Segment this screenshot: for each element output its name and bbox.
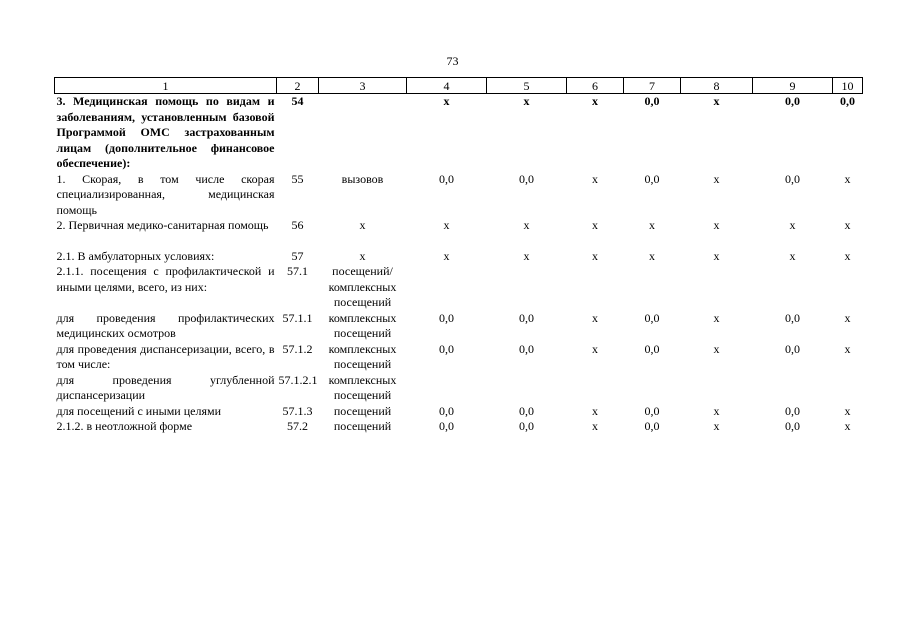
value-cell xyxy=(681,264,753,311)
unit-cell xyxy=(319,94,407,172)
value-cell: 0,0 xyxy=(519,403,534,418)
row-code-cell: 55 xyxy=(291,171,304,186)
value-cell: 0,0 xyxy=(785,94,800,108)
value-cell: х xyxy=(713,403,720,418)
table-body xyxy=(55,94,863,435)
column-header: 2 xyxy=(277,78,319,94)
unit-cell: вызовов xyxy=(341,171,384,186)
value-cell xyxy=(487,264,567,311)
value-cell: 0,0 xyxy=(785,341,800,356)
value-cell: х xyxy=(844,419,851,433)
value-cell: х xyxy=(844,248,851,263)
value-cell xyxy=(833,373,863,404)
unit-cell: х xyxy=(359,218,366,232)
value-cell: х xyxy=(713,94,720,108)
value-cell: х xyxy=(592,248,598,263)
value-cell: х xyxy=(592,310,598,325)
value-cell: 0,0 xyxy=(785,403,800,418)
value-cell: х xyxy=(844,310,851,325)
column-header: 10 xyxy=(833,78,863,94)
page-number: 73 xyxy=(446,54,459,68)
value-cell: х xyxy=(713,310,720,325)
spacer-row xyxy=(55,234,863,249)
value-cell: х xyxy=(713,341,720,356)
value-cell: 0,0 xyxy=(439,403,454,418)
value-cell: 0,0 xyxy=(519,171,534,186)
value-cell: 0,0 xyxy=(439,341,454,356)
value-cell: х xyxy=(789,248,796,263)
value-cell xyxy=(407,373,487,404)
value-cell: 0,0 xyxy=(785,419,800,433)
row-name-cell: 2.1.1. посещения с профилактической и иными целями, всего, из них: xyxy=(56,264,275,294)
row-name-cell: 2. Первичная медико-санитарная помощь xyxy=(56,218,269,232)
value-cell xyxy=(753,264,833,311)
row-name-cell: 1. Скорая, в том числе скорая специализированная, медицинская помощь xyxy=(56,171,275,217)
value-cell xyxy=(567,264,624,311)
value-cell: 0,0 xyxy=(519,419,534,433)
value-cell: х xyxy=(592,218,598,232)
value-cell: х xyxy=(649,218,655,232)
row-name-cell: для проведения углубленной диспансеризации xyxy=(56,372,275,402)
value-cell: 0,0 xyxy=(439,171,454,186)
table-row xyxy=(55,373,863,404)
value-cell: 0,0 xyxy=(644,419,660,433)
value-cell: х xyxy=(844,171,851,186)
value-cell xyxy=(567,373,624,404)
row-name-cell: 2.1. В амбулаторных условиях: xyxy=(56,248,215,263)
value-cell: х xyxy=(592,403,598,418)
unit-cell: посещений xyxy=(333,403,392,418)
table-row xyxy=(55,311,863,342)
table-row xyxy=(55,404,863,420)
row-code-cell: 57.1 xyxy=(287,264,308,278)
value-cell xyxy=(624,373,681,404)
column-header: 5 xyxy=(487,78,567,94)
row-code-cell: 57.1.2 xyxy=(282,341,313,356)
unit-cell: х xyxy=(359,248,366,263)
value-cell: х xyxy=(592,171,598,186)
value-cell: х xyxy=(592,419,598,433)
value-cell: х xyxy=(844,403,851,418)
column-header: 8 xyxy=(681,78,753,94)
value-cell: х xyxy=(523,248,530,263)
column-header: 9 xyxy=(753,78,833,94)
value-cell: 0,0 xyxy=(644,94,660,108)
row-code-cell: 57.1.2.1 xyxy=(278,372,318,387)
unit-cell: комплексных посещений xyxy=(328,372,397,402)
header-row xyxy=(55,78,863,94)
value-cell: 0,0 xyxy=(785,171,800,186)
row-name-cell: для посещений с иными целями xyxy=(56,403,221,418)
row-code-cell: 57.1.3 xyxy=(282,403,313,418)
row-name-cell: для проведения диспансеризации, всего, в том числе: xyxy=(56,341,275,371)
value-cell: 0,0 xyxy=(644,403,660,418)
value-cell: 0,0 xyxy=(519,341,534,356)
value-cell: х xyxy=(713,248,720,263)
value-cell: х xyxy=(443,94,450,108)
data-table xyxy=(54,77,863,435)
value-cell: х xyxy=(523,94,530,108)
value-cell: 0,0 xyxy=(840,94,855,108)
unit-cell: комплексных посещений xyxy=(328,341,397,371)
row-code-cell: 54 xyxy=(291,94,304,108)
value-cell: х xyxy=(592,341,598,356)
row-code-cell: 57.1.1 xyxy=(282,310,313,325)
row-name-cell: 3. Медицинская помощь по видам и заболеваниям, установленным базовой Программой ОМС застрахованным лицам (дополнительное финансовое обеспечение): xyxy=(56,94,275,170)
value-cell: 0,0 xyxy=(644,171,660,186)
unit-cell: посещений/ комплексных посещений xyxy=(328,264,397,309)
value-cell: 0,0 xyxy=(439,419,454,433)
row-name-cell: 2.1.2. в неотложной форме xyxy=(56,419,193,433)
value-cell: х xyxy=(443,218,450,232)
value-cell: х xyxy=(713,171,720,186)
value-cell xyxy=(487,373,567,404)
value-cell: 0,0 xyxy=(644,341,660,356)
column-header: 3 xyxy=(319,78,407,94)
column-header: 1 xyxy=(55,78,277,94)
value-cell: х xyxy=(713,218,720,232)
value-cell xyxy=(681,373,753,404)
table-row xyxy=(55,419,863,435)
column-header: 4 xyxy=(407,78,487,94)
value-cell: 0,0 xyxy=(519,310,534,325)
value-cell: 0,0 xyxy=(644,310,660,325)
value-cell: х xyxy=(713,419,720,433)
value-cell xyxy=(753,373,833,404)
value-cell xyxy=(624,264,681,311)
table-row xyxy=(55,94,863,172)
table-row xyxy=(55,218,863,234)
value-cell: х xyxy=(844,218,851,232)
row-name-cell: для проведения профилактических медицинских осмотров xyxy=(56,310,275,340)
table-row xyxy=(55,249,863,265)
row-code-cell: 56 xyxy=(291,218,304,232)
row-code-cell: 57 xyxy=(291,248,304,263)
value-cell: 0,0 xyxy=(785,310,800,325)
value-cell xyxy=(407,264,487,311)
value-cell: 0,0 xyxy=(439,310,454,325)
value-cell: х xyxy=(592,94,598,108)
value-cell: х xyxy=(443,248,450,263)
value-cell: х xyxy=(789,218,796,232)
row-code-cell: 57.2 xyxy=(287,419,308,433)
column-header: 7 xyxy=(624,78,681,94)
value-cell xyxy=(833,264,863,311)
spacer-cell xyxy=(55,234,863,249)
table-row xyxy=(55,172,863,219)
table-row xyxy=(55,342,863,373)
value-cell: х xyxy=(844,341,851,356)
unit-cell: комплексных посещений xyxy=(328,310,397,340)
unit-cell: посещений xyxy=(333,419,392,433)
value-cell: х xyxy=(649,248,655,263)
column-header: 6 xyxy=(567,78,624,94)
table-row xyxy=(55,264,863,311)
value-cell: х xyxy=(523,218,530,232)
